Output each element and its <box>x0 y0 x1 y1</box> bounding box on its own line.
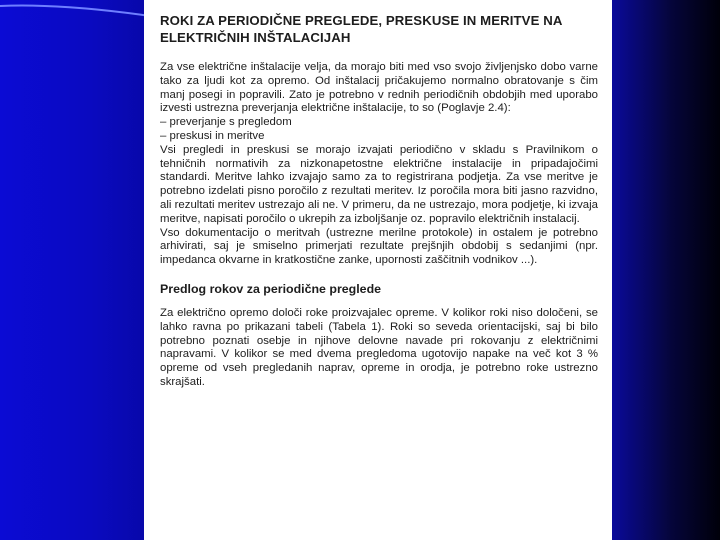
paragraph-documentation: Vso dokumentacijo o meritvah (ustrezne merilne protokole) in ostalem je potrebno arhivirati, saj je smiselno primerjati rezultate prejšnjih obdobij s sedanjimi (npr. impedanca okvarne in kratkostične zanke, upornosti zaščitnih vodnikov ...). <box>160 226 598 267</box>
scanned-document-page <box>144 0 612 540</box>
paragraph-intro: Za vse električne inštalacije velja, da morajo biti med vso svojo življenjsko dobo varne tako za ljudi kot za opremo. Od inštalacij pričakujemo normalno obratovanje s čim manj posegi in popravili. Zato je potrebno v rednih periodičnih obdobjih med uporabo izvesti ustrezna preverjanja električne inštalacije, to so (Poglavje 2.4): <box>160 61 598 115</box>
decorative-curve <box>0 0 150 540</box>
paragraph-deadlines: Za električno opremo določi roke proizvajalec opreme. V kolikor roki niso določeni, se lahko ravna po prikazani tabeli (Tabela 1). Roki so seveda orientacijski, saj bi bilo potrebno poznati osebje in njihove delovne navade pri rokovanju z električnimi napravami. V kolikor se med dvema pregledoma ugotovijo napake na več kot 3 % opreme od vseh pregledanih naprav, opreme in orodja, je potrebno roke ustrezno skrajšati. <box>160 306 598 388</box>
body-text <box>160 61 598 268</box>
list-item-inspection: – preverjanje s pregledom <box>160 116 292 129</box>
list-item-tests: – preskusi in meritve <box>160 129 265 142</box>
right-background <box>612 0 720 540</box>
paragraph-regulations: Vsi pregledi in preskusi se morajo izvajati periodično v skladu s Pravilnikom o tehničnih normativih za nizkonapetostne električne instalacije in pripadajočimi standardi. Meritve lahko izvajajo samo za to registrirana podjetja. Za vse meritve je potrebno izdelati pisno poročilo z rezultati meritev. Iz poročila mora biti jasno razvidno, ali rezultati meritev ustrezajo ali ne. V primeru, da ne ustrezajo, mora podjetje, ki izvaja meritve, napisati poročilo o ukrepih za izboljšanje oz. popravilo električnih instalacij. <box>160 143 598 225</box>
title-line-2: ELEKTRIČNIH INŠTALACIJAH <box>160 30 351 45</box>
title-line-1: ROKI ZA PERIODIČNE PREGLEDE, PRESKUSE IN MERITVE NA <box>160 13 563 28</box>
document-title <box>160 12 598 46</box>
body-text-section <box>160 307 598 390</box>
section-heading: Predlog rokov za periodične preglede <box>160 281 382 296</box>
